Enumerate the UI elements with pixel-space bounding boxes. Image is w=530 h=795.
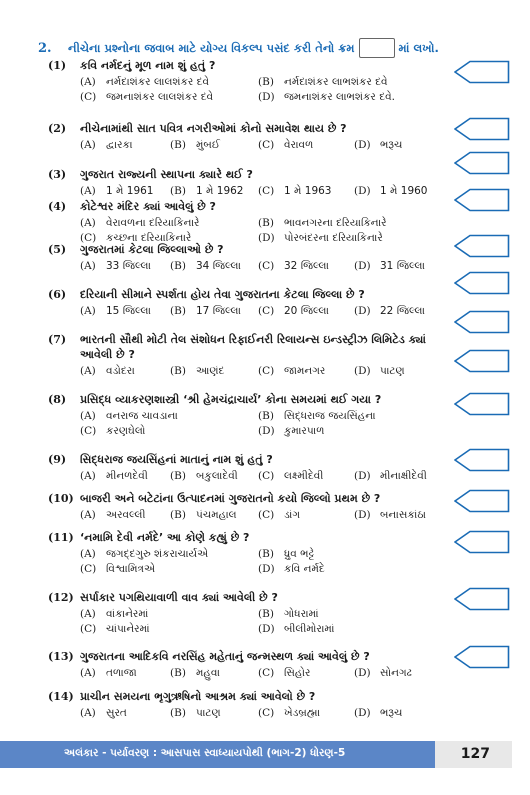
option-text: પંચમહાલ: [196, 509, 237, 521]
options: [48, 508, 503, 523]
instruction-text-after: માં લખો.: [398, 40, 439, 55]
question-item: [48, 242, 503, 274]
option: [80, 304, 170, 319]
option-letter: (C): [258, 185, 275, 197]
option: [258, 706, 354, 721]
question-text: ગુજરાતમાં કેટલા જિલ્લાઓ છે ?: [80, 243, 224, 256]
question-stem: [48, 199, 503, 214]
options: [48, 184, 503, 199]
option-text: 32 જિલ્લા: [284, 260, 329, 272]
option-letter: (B): [170, 305, 186, 317]
question-number: (2): [48, 122, 67, 135]
page-footer: [0, 741, 530, 768]
option: [258, 184, 354, 199]
option-letter: (B): [170, 470, 186, 482]
option-letter: (D): [258, 232, 275, 244]
option: [80, 622, 258, 637]
option-text: મીનાક્ષીદેવી: [380, 470, 427, 482]
option-letter: (C): [80, 91, 97, 103]
options: [48, 364, 503, 379]
answer-box[interactable]: [454, 234, 510, 258]
option: [354, 304, 464, 319]
option-text: વેરાવળના દરિયાકિનારે: [106, 217, 200, 229]
question-text: નીચેનામાંથી સાત પવિત્ર નગરીઓમાં કોનો સમાવેશ થાય છે ?: [80, 122, 347, 135]
option: [80, 75, 258, 90]
option-letter: (B): [170, 509, 186, 521]
option-letter: (D): [354, 707, 371, 719]
option-text: પાટણ: [380, 365, 405, 377]
option-letter: (B): [258, 217, 274, 229]
question-number: (11): [48, 531, 74, 544]
options: [48, 607, 503, 637]
option: [354, 666, 464, 681]
answer-box[interactable]: [454, 530, 510, 554]
option-letter: (A): [80, 509, 96, 521]
question-stem: [48, 167, 503, 182]
option-text: સોનગઢ: [380, 667, 412, 679]
option-text: ધ્રુવ ભટ્ટે: [284, 548, 315, 560]
question-number: (5): [48, 243, 67, 256]
option-letter: (C): [258, 365, 275, 377]
option-letter: (C): [258, 509, 275, 521]
option-letter: (A): [80, 410, 96, 422]
option-text: 1 મે 1960: [380, 185, 428, 197]
option-text: નર્મદાશંકર લાભશંકર દવે: [284, 76, 388, 88]
option-text: 31 જિલ્લા: [380, 260, 425, 272]
option-letter: (A): [80, 139, 96, 151]
option: [170, 304, 258, 319]
option-letter: (B): [258, 410, 274, 422]
option: [80, 607, 258, 622]
option-text: ખેડબ્રહ્મા: [284, 707, 321, 719]
options: [48, 259, 503, 274]
instruction-text-before: નીચેના પ્રશ્નોના જવાબ માટે યોગ્ય વિકલ્પ પસંદ કરી તેનો ક્રમ: [68, 40, 355, 55]
option-letter: (B): [258, 608, 274, 620]
page-number: 127: [460, 746, 490, 762]
answer-box[interactable]: [454, 448, 510, 472]
option-letter: (C): [258, 470, 275, 482]
question-stem: [48, 530, 503, 545]
question-text: ‘નમામિ દેવી નર્મદે’ આ કોણે કહ્યું છે ?: [80, 531, 250, 544]
question-stem: [48, 242, 503, 257]
question-number: (14): [48, 690, 74, 703]
answer-box[interactable]: [454, 587, 510, 611]
option-text: 34 જિલ્લા: [196, 260, 241, 272]
option: [80, 364, 170, 379]
question-text: ગુજરાત રાજ્યની સ્થાપના ક્યારે થઈ ?: [80, 168, 253, 181]
question-number: (8): [48, 393, 67, 406]
option: [80, 666, 170, 681]
option-letter: (C): [258, 305, 275, 317]
option-letter: (B): [170, 185, 186, 197]
option-letter: (C): [80, 425, 97, 437]
option-letter: (D): [354, 139, 371, 151]
option: [258, 607, 470, 622]
option: [258, 622, 470, 637]
option-text: 1 મે 1963: [284, 185, 332, 197]
option: [258, 304, 354, 319]
option-text: આણંદ: [196, 365, 225, 377]
option-text: અરવલ્લી: [106, 509, 146, 521]
question-text: ગુજરાતના આદિકવિ નરસિંહ મહેતાનું જન્મસ્થળ ક્યાં આવેલું છે ?: [80, 650, 370, 663]
question-number: (12): [48, 591, 74, 604]
question-item: [48, 452, 503, 484]
option-text: નર્મદાશંકર લાલશંકર દવે: [106, 76, 210, 88]
option-text: ડાંગ: [284, 509, 301, 521]
option-text: વિશ્વામિત્રએ: [106, 563, 156, 575]
options: [48, 409, 503, 439]
option-text: જમનાશંકર લાલશંકર દવે: [106, 91, 214, 103]
option: [170, 508, 258, 523]
option-letter: (D): [258, 563, 275, 575]
option-letter: (D): [354, 305, 371, 317]
option-letter: (D): [354, 365, 371, 377]
question-stem: [48, 649, 503, 664]
question-number: (6): [48, 288, 67, 301]
question-item: [48, 121, 503, 153]
question-text: ભારતની સૌથી મોટી તેલ સંશોધન રિફાઈનરી રિલાયન્સ ઇન્ડસ્ટ્રીઝ લિમિટેડ ક્યાં આવેલી છે ?: [80, 333, 426, 361]
question-item: [48, 58, 503, 105]
option-text: વનરાજ ચાવડાના: [106, 410, 178, 422]
answer-box[interactable]: [454, 489, 510, 513]
option: [80, 90, 258, 105]
option-letter: (B): [258, 548, 274, 560]
option: [80, 216, 258, 231]
option: [80, 409, 258, 424]
option-letter: (C): [258, 667, 275, 679]
option-text: વડોદરા: [106, 365, 135, 377]
option-text: મુંબઈ: [196, 139, 220, 151]
option-letter: (A): [80, 548, 96, 560]
option-letter: (A): [80, 667, 96, 679]
option: [170, 364, 258, 379]
question-stem: [48, 121, 503, 136]
question-item: [48, 392, 503, 439]
question-number: (1): [48, 59, 67, 72]
option-letter: (C): [80, 232, 97, 244]
option-text: સિદ્ધરાજ જયસિંહના: [284, 410, 376, 422]
options: [48, 75, 503, 105]
option-text: વેરાવળ: [284, 139, 314, 151]
option-text: ભરૂચ: [380, 707, 403, 719]
option: [258, 469, 354, 484]
option-text: પાટણ: [196, 707, 221, 719]
answer-box[interactable]: [454, 151, 510, 175]
option: [80, 424, 258, 439]
option-letter: (A): [80, 470, 96, 482]
answer-box[interactable]: [454, 310, 510, 334]
option-text: કચ્છના દરિયાકિનારે: [106, 232, 192, 244]
question-text: દરિયાની સીમાને સ્પર્શતા હોય તેવા ગુજરાતના કેટલા જિલ્લા છે ?: [80, 288, 365, 301]
option-text: ચાંપાનેરમાં: [106, 623, 150, 635]
question-item: [48, 167, 503, 199]
option: [258, 259, 354, 274]
option-letter: (A): [80, 707, 96, 719]
option-letter: (D): [354, 667, 371, 679]
question-item: [48, 590, 503, 637]
option-letter: (C): [258, 707, 275, 719]
question-stem: [48, 491, 503, 506]
option-text: દ્વારકા: [106, 139, 133, 151]
option: [258, 508, 354, 523]
option-text: સુરત: [106, 707, 127, 719]
option-text: કરણઘેલો: [106, 425, 146, 437]
question-number: (10): [48, 492, 74, 505]
question-stem: [48, 287, 503, 302]
question-number: (13): [48, 650, 74, 663]
question-item: [48, 689, 503, 721]
option-letter: (C): [258, 139, 275, 151]
question-item: [48, 332, 503, 379]
option: [170, 469, 258, 484]
option-text: 15 જિલ્લા: [106, 305, 151, 317]
option-letter: (C): [258, 260, 275, 272]
option-letter: (A): [80, 608, 96, 620]
question-text: કવિ નર્મદનું મૂળ નામ શું હતું ?: [80, 59, 216, 72]
question-text: પ્રાચીન સમયના ભૃગુઋષિનો આશ્રમ ક્યાં આવેલો છે ?: [80, 690, 316, 703]
option-letter: (D): [354, 185, 371, 197]
option: [80, 547, 258, 562]
option: [354, 469, 464, 484]
option-text: 33 જિલ્લા: [106, 260, 151, 272]
option: [354, 184, 464, 199]
option: [258, 666, 354, 681]
question-stem: [48, 332, 503, 362]
option: [354, 706, 464, 721]
question-text: સર્પાકાર પગથિયાવાળી વાવ ક્યાં આવેલી છે ?: [80, 591, 278, 604]
question-item: [48, 491, 503, 523]
answer-box[interactable]: [454, 392, 510, 416]
option: [354, 259, 464, 274]
option: [170, 259, 258, 274]
option: [170, 138, 258, 153]
option-text: બકુલાદેવી: [196, 470, 238, 482]
option-text: 1 મે 1961: [106, 185, 154, 197]
option: [258, 562, 470, 577]
option: [258, 138, 354, 153]
option-text: કવિ નર્મદે: [284, 563, 325, 575]
option-text: જગદ્દગુરુ શંકરાચાર્યએ: [106, 548, 209, 560]
option-text: બીલીમોરામાં: [284, 623, 335, 635]
question-item: [48, 287, 503, 319]
question-item: [48, 199, 503, 246]
option-text: 20 જિલ્લા: [284, 305, 329, 317]
option-text: તળાજા: [106, 667, 137, 679]
option: [80, 562, 258, 577]
question-item: [48, 530, 503, 577]
option-letter: (A): [80, 260, 96, 272]
question-item: [48, 649, 503, 681]
option: [258, 547, 470, 562]
answer-box[interactable]: [454, 349, 510, 373]
options: [48, 706, 503, 721]
option-text: વાંકાનેરમાં: [106, 608, 149, 620]
footer-book-title: અલંકાર - પર્યાવરણ : આસપાસ સ્વાધ્યાયપોથી (ભાગ-2) ધોરણ-5: [64, 747, 346, 759]
option: [258, 364, 354, 379]
option-letter: (B): [258, 76, 274, 88]
question-stem: [48, 590, 503, 605]
option: [80, 508, 170, 523]
option-letter: (A): [80, 217, 96, 229]
option-letter: (D): [258, 623, 275, 635]
option: [258, 424, 470, 439]
option-letter: (A): [80, 76, 96, 88]
option: [80, 706, 170, 721]
option-letter: (D): [258, 425, 275, 437]
question-text: કોટેશ્વર મંદિર ક્યાં આવેલું છે ?: [80, 200, 216, 213]
options: [48, 547, 503, 577]
option-letter: (C): [80, 623, 97, 635]
option-text: કુમારપાળ: [284, 425, 325, 437]
option: [170, 666, 258, 681]
option-text: જામનગર: [284, 365, 326, 377]
option-text: ભાવનગરના દરિયાકિનારે: [284, 217, 387, 229]
option-text: ભરૂચ: [380, 139, 403, 151]
question-text: બાજરી અને બટેટાંના ઉત્પાદનમાં ગુજરાતનો કયો જિલ્લો પ્રથમ છે ?: [80, 492, 381, 505]
option-letter: (D): [258, 91, 275, 103]
option: [170, 706, 258, 721]
answer-box[interactable]: [454, 271, 510, 295]
answer-box[interactable]: [454, 188, 510, 212]
option: [80, 138, 170, 153]
section-instruction: [68, 38, 439, 58]
option-letter: (A): [80, 305, 96, 317]
option-letter: (A): [80, 365, 96, 377]
question-stem: [48, 392, 503, 407]
options: [48, 666, 503, 681]
question-text: સિદ્ધરાજ જયસિંહનાં માતાનું નામ શું હતું ?: [80, 453, 273, 466]
option-letter: (B): [170, 260, 186, 272]
option-text: મહુવા: [196, 667, 220, 679]
option-text: મીનળદેવી: [106, 470, 148, 482]
option-letter: (D): [354, 470, 371, 482]
question-text: પ્રસિદ્ધ વ્યાકરણશાસ્ત્રી ‘શ્રી હેમચંદ્રાચાર્ય’ કોના સમયમાં થઈ ગયા ?: [80, 393, 382, 406]
option-letter: (A): [80, 185, 96, 197]
option-text: 17 જિલ્લા: [196, 305, 241, 317]
option: [354, 138, 464, 153]
option-letter: (D): [354, 509, 371, 521]
option: [258, 75, 470, 90]
option: [80, 469, 170, 484]
options: [48, 469, 503, 484]
question-stem: [48, 58, 503, 73]
option-text: લક્ષ્મીદેવી: [284, 470, 324, 482]
option-letter: (B): [170, 707, 186, 719]
option: [354, 508, 464, 523]
options: [48, 304, 503, 319]
option: [354, 364, 464, 379]
option-letter: (D): [354, 260, 371, 272]
section-header: [38, 36, 508, 60]
option-text: પોરબંદરના દરિયાકિનારે: [284, 232, 383, 244]
answer-box[interactable]: [454, 117, 510, 141]
question-stem: [48, 452, 503, 467]
question-number: (9): [48, 453, 67, 466]
option: [258, 216, 470, 231]
answer-box[interactable]: [454, 60, 510, 84]
option: [258, 409, 470, 424]
option-text: ગોધરામાં: [284, 608, 319, 620]
option-letter: (B): [170, 365, 186, 377]
option-letter: (C): [80, 563, 97, 575]
question-number: (3): [48, 168, 67, 181]
option-letter: (B): [170, 667, 186, 679]
option: [80, 259, 170, 274]
option-text: જમનાશંકર લાભશંકર દવે.: [284, 91, 395, 103]
question-number: (4): [48, 200, 67, 213]
option: [170, 184, 258, 199]
option: [80, 184, 170, 199]
options: [48, 138, 503, 153]
answer-key-box: [359, 38, 395, 58]
option-text: સિહોર: [284, 667, 311, 679]
option-text: બનાસકાંઠા: [380, 509, 427, 521]
option-text: 22 જિલ્લા: [380, 305, 425, 317]
option-letter: (B): [170, 139, 186, 151]
question-number: (7): [48, 333, 67, 346]
option-text: 1 મે 1962: [196, 185, 244, 197]
option: [258, 90, 470, 105]
answer-box[interactable]: [454, 645, 510, 669]
question-stem: [48, 689, 503, 704]
section-number: 2.: [38, 40, 52, 56]
